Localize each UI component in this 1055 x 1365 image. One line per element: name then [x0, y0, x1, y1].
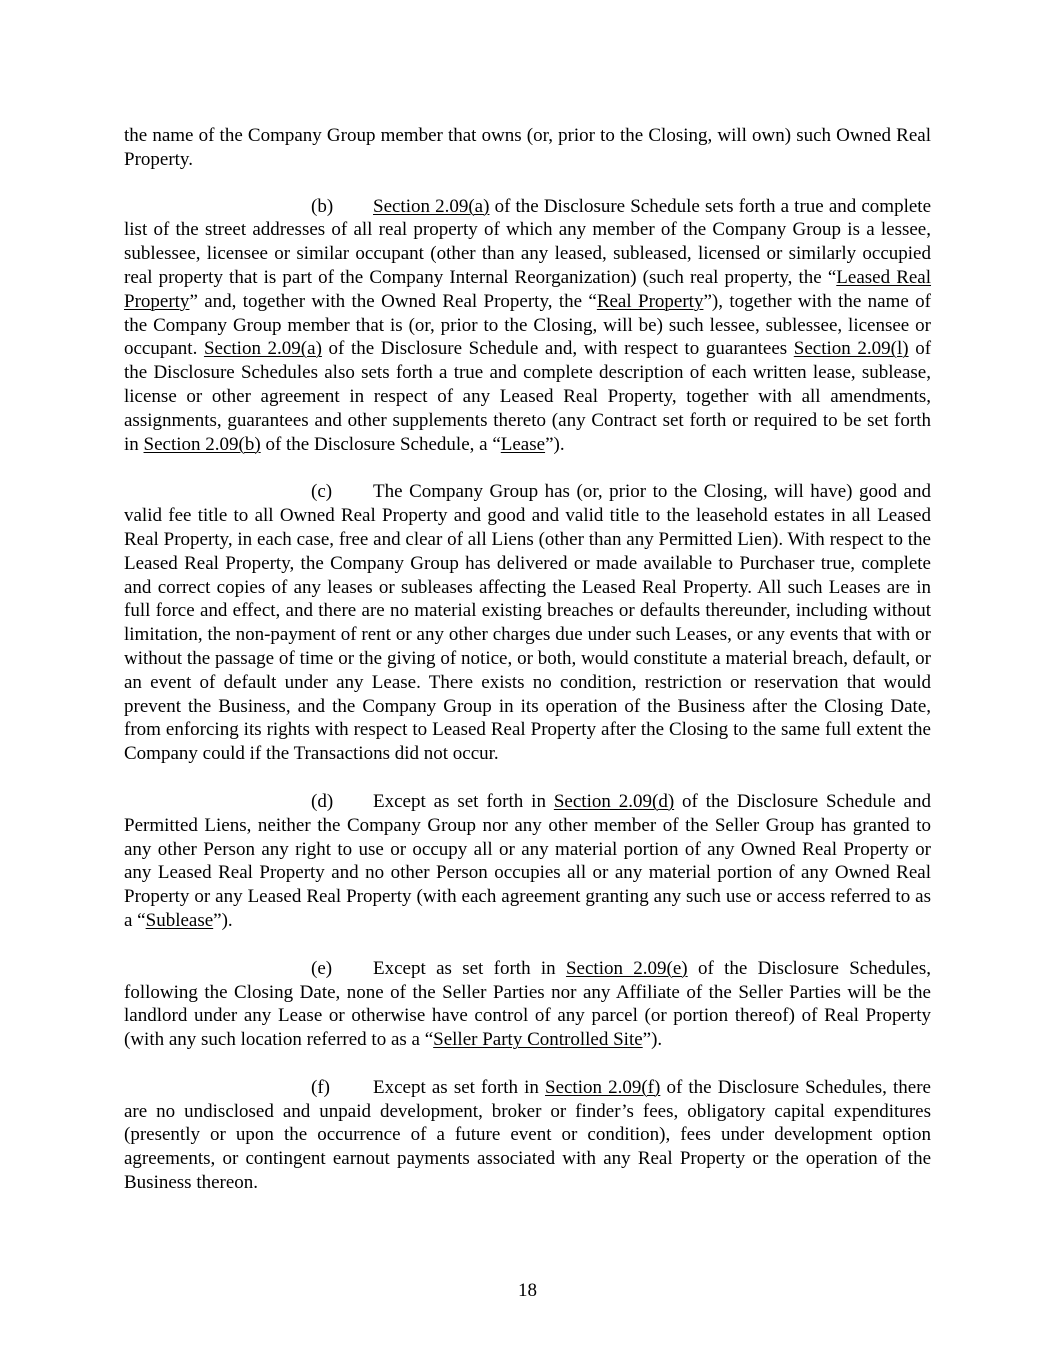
lease-term: Lease: [500, 433, 546, 455]
section-2-09d-reference: Section 2.09(d): [553, 790, 675, 812]
paragraph-b-number: (b): [311, 195, 334, 217]
paragraph-e: (e) Except as set forth in Section 2.09(e) of the Disclosure Schedules, following the Closing Date, none of the Seller Parties nor any Affiliate of the Seller Parties will be the landlord under any Lease or otherwise have control of any parcel (or portion thereof) of Real Property (with any such location referred to as a “Seller Party Controlled Site”).: [124, 957, 931, 1051]
section-2-09l-reference: Section 2.09(l): [793, 338, 909, 360]
paragraph-e-number: (e): [311, 957, 333, 979]
page-number: 18: [518, 1280, 537, 1301]
section-2-09a-reference-2: Section 2.09(a): [203, 338, 322, 360]
intro-text: the name of the Company Group member that owns (or, prior to the Closing, will own) such Owned Real Property.: [124, 125, 931, 170]
seller-party-controlled-site-term: Seller Party Controlled Site: [433, 1029, 643, 1051]
intro-paragraph: [124, 124, 931, 172]
paragraph-d: (d) Except as set forth in Section 2.09(d) of the Disclosure Schedule and Permitted Liens, neither the Company Group nor any other member of the Seller Group has granted to any other Person any right to use or occupy all or any material portion of any Owned Real Property or any Leased Real Property and no other Person occupies all or any material portion of any Owned Real Property or any Leased Real Property (with each agreement granting any such use or access referred to as a “Sublease”).: [124, 790, 931, 931]
paragraph-c: [124, 480, 931, 766]
section-2-09b-reference: Section 2.09(b): [143, 433, 261, 455]
section-2-09f-reference: Section 2.09(f): [545, 1076, 661, 1098]
section-2-09e-reference: Section 2.09(e): [565, 957, 688, 979]
leased-real-property-term: Leased Real Property: [124, 266, 932, 312]
paragraph-d-number: (d): [311, 790, 334, 812]
section-2-09a-reference: Section 2.09(a): [373, 195, 490, 217]
sublease-term: Sublease: [145, 909, 214, 931]
paragraph-f: (f) Except as set forth in Section 2.09(f) of the Disclosure Schedules, there are no undisclosed and unpaid development, broker or finder’s fees, obligatory capital expenditures (presently or upon the occurrence of a future event or condition), fees under development option agreements, or contingent earnout payments associated with any Real Property or the operation of the Business thereon.: [124, 1076, 931, 1194]
document-body: [124, 124, 931, 1219]
paragraph-c-text: The Company Group has (or, prior to the Closing, will have) good and valid fee title to all Owned Real Property and good and valid title to the leasehold estates in all Leased Real Property, in each case, free and clear of all Liens (other than any Permitted Lien). With respect to the Leased Real Property, the Company Group has delivered or made available to Purchaser true, complete and correct copies of any leases or subleases affecting the Leased Real Property. All such Leases are in full force and effect, and there are no material existing breaches or defaults thereunder, including without limitation, the non-payment of rent or any other charges due under such Leases, or any events that with or without the passage of time or the giving of notice, or both, would constitute a material breach, default, or an event of default under any Lease. There exists no condition, restriction or reservation that would prevent the Business, and the Company Group in its operation of the Business after the Closing Date, from enforcing its rights with respect to Leased Real Property after the Closing to the same full extent the Company could if the Transactions did not occur.: [124, 481, 931, 765]
paragraph-c-number: (c): [311, 481, 333, 503]
real-property-term: Real Property: [596, 290, 704, 312]
paragraph-f-number: (f): [311, 1076, 330, 1098]
paragraph-b: (b) Section 2.09(a) of the Disclosure Schedule sets forth a true and complete list of the street addresses of all real property of which any member of the Company Group is a lessee, sublessee, licensee or similar occupant (other than any leased, subleased, licensed or similarly occupied real property that is part of the Company Internal Reorganization) (such real property, the “Leased Real Property” and, together with the Owned Real Property, the “Real Property”), together with the name of the Company Group member that is (or, prior to the Closing, will be) such lessee, sublessee, licensee or occupant. Section 2.09(a) of the Disclosure Schedule and, with respect to guarantees Section 2.09(l) of the Disclosure Schedules also sets forth a true and complete description of each written lease, sublease, license or other agreement in respect of any Leased Real Property, together with all amendments, assignments, guarantees and other supplements thereto (any Contract set forth or required to be set forth in Section 2.09(b) of the Disclosure Schedule, a “Lease”).: [124, 195, 932, 455]
